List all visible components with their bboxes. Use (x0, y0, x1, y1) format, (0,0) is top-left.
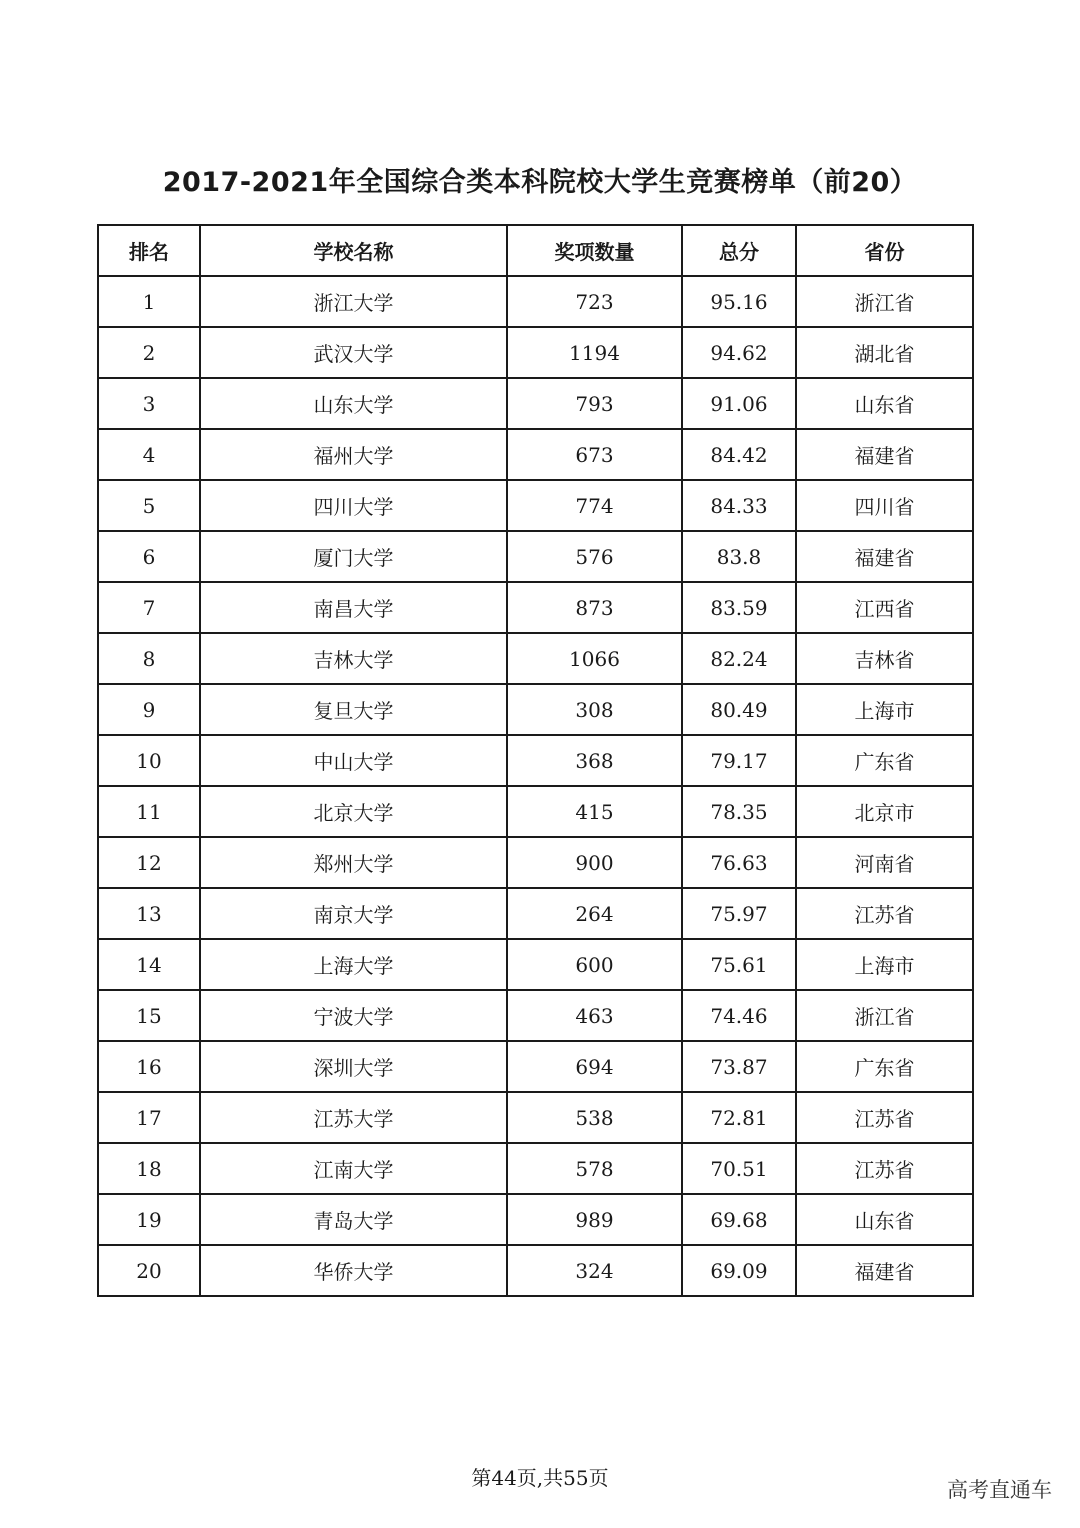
province-cell: 四川省 (796, 480, 973, 531)
school-name-cell: 青岛大学 (200, 1194, 507, 1245)
total-score-cell: 79.17 (682, 735, 796, 786)
award-count-cell: 415 (507, 786, 682, 837)
school-name-cell: 宁波大学 (200, 990, 507, 1041)
rank-cell: 20 (98, 1245, 200, 1296)
total-score-cell: 83.8 (682, 531, 796, 582)
school-name-cell: 山东大学 (200, 378, 507, 429)
total-score-cell: 95.16 (682, 276, 796, 327)
award-count-cell: 264 (507, 888, 682, 939)
rank-cell: 16 (98, 1041, 200, 1092)
award-count-cell: 368 (507, 735, 682, 786)
total-score-cell: 69.68 (682, 1194, 796, 1245)
rank-cell: 6 (98, 531, 200, 582)
school-name-cell: 上海大学 (200, 939, 507, 990)
total-score-cell: 73.87 (682, 1041, 796, 1092)
award-count-cell: 600 (507, 939, 682, 990)
rank-cell: 10 (98, 735, 200, 786)
award-count-cell: 989 (507, 1194, 682, 1245)
ranking-table (97, 224, 974, 1297)
table-row (98, 480, 973, 531)
table-row (98, 531, 973, 582)
table-row (98, 633, 973, 684)
table-body (98, 276, 973, 1296)
table-row (98, 327, 973, 378)
header-total-score: 总分 (682, 225, 796, 276)
award-count-cell: 774 (507, 480, 682, 531)
table-row (98, 786, 973, 837)
province-cell: 浙江省 (796, 276, 973, 327)
table-header-row (98, 225, 973, 276)
award-count-cell: 873 (507, 582, 682, 633)
table-row (98, 429, 973, 480)
total-score-cell: 75.61 (682, 939, 796, 990)
rank-cell: 15 (98, 990, 200, 1041)
header-award-count: 奖项数量 (507, 225, 682, 276)
rank-cell: 12 (98, 837, 200, 888)
province-cell: 山东省 (796, 1194, 973, 1245)
header-rank: 排名 (98, 225, 200, 276)
table-row (98, 1194, 973, 1245)
award-count-cell: 324 (507, 1245, 682, 1296)
total-score-cell: 72.81 (682, 1092, 796, 1143)
table-row (98, 276, 973, 327)
table-row (98, 1245, 973, 1296)
award-count-cell: 694 (507, 1041, 682, 1092)
award-count-cell: 576 (507, 531, 682, 582)
rank-cell: 14 (98, 939, 200, 990)
school-name-cell: 吉林大学 (200, 633, 507, 684)
province-cell: 吉林省 (796, 633, 973, 684)
table-row (98, 1041, 973, 1092)
province-cell: 浙江省 (796, 990, 973, 1041)
page-title: 2017-2021年全国综合类本科院校大学生竞赛榜单（前20） (162, 167, 918, 198)
total-score-cell: 94.62 (682, 327, 796, 378)
school-name-cell: 深圳大学 (200, 1041, 507, 1092)
award-count-cell: 900 (507, 837, 682, 888)
school-name-cell: 中山大学 (200, 735, 507, 786)
table-row (98, 939, 973, 990)
school-name-cell: 四川大学 (200, 480, 507, 531)
province-cell: 江苏省 (796, 1143, 973, 1194)
table-row (98, 735, 973, 786)
table-row (98, 990, 973, 1041)
total-score-cell: 76.63 (682, 837, 796, 888)
school-name-cell: 复旦大学 (200, 684, 507, 735)
total-score-cell: 70.51 (682, 1143, 796, 1194)
table-row (98, 378, 973, 429)
watermark: 高考直通车 (947, 1478, 1052, 1502)
table-row (98, 582, 973, 633)
school-name-cell: 浙江大学 (200, 276, 507, 327)
table-row (98, 1143, 973, 1194)
province-cell: 江西省 (796, 582, 973, 633)
page-number: 第44页,共55页 (471, 1466, 609, 1490)
table-row (98, 1092, 973, 1143)
total-score-cell: 82.24 (682, 633, 796, 684)
table-row (98, 888, 973, 939)
award-count-cell: 308 (507, 684, 682, 735)
rank-cell: 1 (98, 276, 200, 327)
total-score-cell: 75.97 (682, 888, 796, 939)
award-count-cell: 723 (507, 276, 682, 327)
total-score-cell: 84.33 (682, 480, 796, 531)
school-name-cell: 南京大学 (200, 888, 507, 939)
award-count-cell: 538 (507, 1092, 682, 1143)
header-province: 省份 (796, 225, 973, 276)
province-cell: 上海市 (796, 939, 973, 990)
rank-cell: 19 (98, 1194, 200, 1245)
school-name-cell: 福州大学 (200, 429, 507, 480)
province-cell: 江苏省 (796, 1092, 973, 1143)
award-count-cell: 673 (507, 429, 682, 480)
award-count-cell: 463 (507, 990, 682, 1041)
province-cell: 湖北省 (796, 327, 973, 378)
school-name-cell: 厦门大学 (200, 531, 507, 582)
award-count-cell: 1194 (507, 327, 682, 378)
total-score-cell: 83.59 (682, 582, 796, 633)
total-score-cell: 91.06 (682, 378, 796, 429)
school-name-cell: 华侨大学 (200, 1245, 507, 1296)
province-cell: 广东省 (796, 1041, 973, 1092)
award-count-cell: 578 (507, 1143, 682, 1194)
province-cell: 上海市 (796, 684, 973, 735)
rank-cell: 2 (98, 327, 200, 378)
table-row (98, 684, 973, 735)
province-cell: 福建省 (796, 531, 973, 582)
rank-cell: 17 (98, 1092, 200, 1143)
province-cell: 福建省 (796, 1245, 973, 1296)
province-cell: 福建省 (796, 429, 973, 480)
rank-cell: 5 (98, 480, 200, 531)
rank-cell: 9 (98, 684, 200, 735)
province-cell: 江苏省 (796, 888, 973, 939)
province-cell: 北京市 (796, 786, 973, 837)
province-cell: 河南省 (796, 837, 973, 888)
table-row (98, 837, 973, 888)
school-name-cell: 郑州大学 (200, 837, 507, 888)
rank-cell: 18 (98, 1143, 200, 1194)
total-score-cell: 78.35 (682, 786, 796, 837)
rank-cell: 8 (98, 633, 200, 684)
total-score-cell: 80.49 (682, 684, 796, 735)
total-score-cell: 74.46 (682, 990, 796, 1041)
total-score-cell: 69.09 (682, 1245, 796, 1296)
school-name-cell: 北京大学 (200, 786, 507, 837)
award-count-cell: 1066 (507, 633, 682, 684)
province-cell: 山东省 (796, 378, 973, 429)
rank-cell: 11 (98, 786, 200, 837)
school-name-cell: 南昌大学 (200, 582, 507, 633)
rank-cell: 7 (98, 582, 200, 633)
school-name-cell: 武汉大学 (200, 327, 507, 378)
school-name-cell: 江苏大学 (200, 1092, 507, 1143)
rank-cell: 13 (98, 888, 200, 939)
award-count-cell: 793 (507, 378, 682, 429)
rank-cell: 3 (98, 378, 200, 429)
header-school-name: 学校名称 (200, 225, 507, 276)
rank-cell: 4 (98, 429, 200, 480)
province-cell: 广东省 (796, 735, 973, 786)
total-score-cell: 84.42 (682, 429, 796, 480)
school-name-cell: 江南大学 (200, 1143, 507, 1194)
